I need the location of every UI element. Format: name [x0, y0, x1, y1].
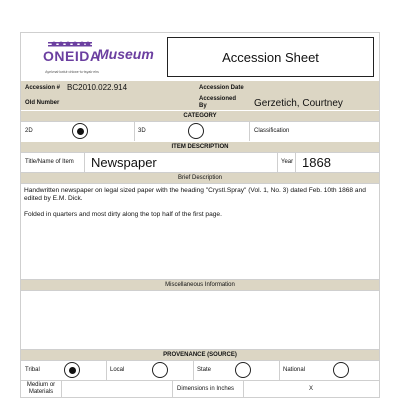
oneida-name: ONEIDA	[43, 48, 101, 64]
category-2d-radio[interactable]	[72, 123, 88, 139]
classification-label: Classification	[254, 128, 290, 134]
brief-description-text[interactable]	[24, 187, 374, 219]
title-name-label: Title/Name of Item	[25, 159, 74, 165]
dimensions-separator: X	[309, 386, 314, 392]
title-name-value[interactable]: Newspaper	[91, 155, 157, 170]
accessioned-by-label: Accessioned By	[199, 96, 237, 109]
oneida-tagline: Ayelvnal·kwlut·ohkwe·tu·tsyak·ehs	[45, 70, 99, 74]
provenance-national-label: National	[283, 367, 306, 373]
misc-info-heading: Miscellaneous Information	[21, 280, 379, 290]
brief-description-p2: Folded in quarters and most dirty along the top half of the first page.	[24, 211, 222, 218]
medium-materials-field[interactable]	[62, 381, 172, 397]
museum-title: Museum	[97, 46, 154, 62]
category-3d-radio[interactable]	[188, 123, 204, 139]
dimensions-label: Dimensions in Inches	[177, 386, 235, 392]
year-label: Year	[281, 159, 294, 165]
accessioned-by-value[interactable]: Gerzetich, Courtney	[254, 98, 343, 109]
provenance-local-radio[interactable]	[152, 362, 168, 378]
provenance-tribal-radio[interactable]	[64, 362, 80, 378]
provenance-tribal-label: Tribal	[25, 367, 40, 373]
category-heading: CATEGORY	[21, 111, 379, 121]
misc-info-field[interactable]	[21, 291, 379, 349]
accession-sheet	[20, 32, 380, 398]
category-3d-label: 3D	[138, 128, 146, 134]
medium-materials-label: Medium or Materials	[26, 382, 56, 395]
provenance-state-radio[interactable]	[235, 362, 251, 378]
provenance-local-label: Local	[110, 367, 125, 373]
old-number-label: Old Number	[25, 100, 60, 106]
sheet-title-box	[167, 37, 374, 77]
category-2d-label: 2D	[25, 128, 33, 134]
accession-number-value[interactable]: BC2010.022.914	[67, 83, 128, 92]
provenance-state-label: State	[197, 367, 212, 373]
accession-date-label: Accession Date	[199, 85, 244, 91]
brief-description-p1: Handwritten newspaper on legal sized paper with the heading "Crystl.Spray" (Vol. 1, No. 3) dated Feb. 10th 1868 and edited by E.M. Dick.	[24, 187, 366, 202]
provenance-heading: PROVENANCE (SOURCE)	[21, 350, 379, 360]
provenance-national-radio[interactable]	[333, 362, 349, 378]
item-description-heading: ITEM DESCRIPTION	[21, 142, 379, 152]
brief-description-heading: Brief Description	[21, 173, 379, 183]
accession-number-label: Accession #	[25, 85, 61, 91]
sheet-title: Accession Sheet	[222, 50, 319, 65]
year-value[interactable]: 1868	[302, 155, 331, 170]
